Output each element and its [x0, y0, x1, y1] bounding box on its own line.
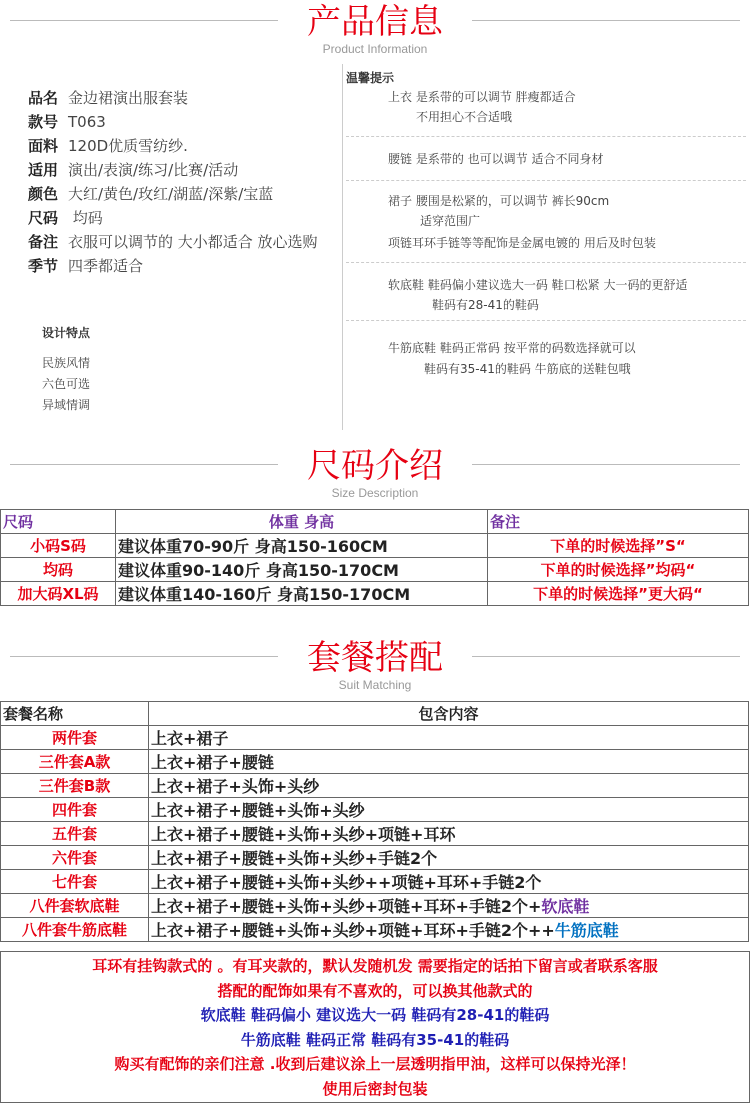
- info-value: 金边裙演出服套装: [68, 89, 189, 107]
- size-note-cell: 下单的时候选择”更大码“: [488, 582, 749, 606]
- size-desc-cell: 建议体重90-140斤 身高150-170CM: [116, 558, 488, 582]
- table-row: [1, 918, 749, 942]
- suit-content-cell: [149, 918, 749, 942]
- info-value: 衣服可以调节的 大小都适合 放心选购: [68, 233, 318, 251]
- tip-line: 软底鞋 鞋码偏小建议选大一码 鞋口松紧 大一码的更舒适: [388, 278, 688, 292]
- suit-name-cell: 三件套B款: [1, 774, 149, 798]
- size-cell: 加大码XL码: [1, 582, 116, 606]
- suit-header: [0, 638, 750, 692]
- design-features-title: 设计特点: [42, 326, 91, 340]
- product-info-header: [0, 2, 750, 56]
- info-key: 季节: [28, 257, 59, 275]
- dashed-divider: [346, 180, 746, 181]
- table-row: [1, 534, 749, 558]
- suit-name-cell: 五件套: [1, 822, 149, 846]
- table-header-cell: 包含内容: [149, 702, 749, 726]
- table-header-cell: 尺码: [1, 510, 116, 534]
- info-key: 面料: [28, 137, 59, 155]
- section-title: 尺码介绍: [307, 446, 443, 486]
- notes: [0, 954, 750, 1101]
- info-row-size: [28, 206, 103, 230]
- section-subtitle: Suit Matching: [338, 678, 412, 692]
- table-header-row: [1, 510, 749, 534]
- design-feature-item: 异域情调: [42, 398, 91, 412]
- info-value: 均码: [68, 209, 103, 227]
- tip-line: 鞋码有35-41的鞋码 牛筋底的送鞋包哦: [424, 362, 631, 376]
- tip-line: 不用担心不合适哦: [416, 110, 513, 124]
- info-key: 颜色: [28, 185, 59, 203]
- suit-content-cell: [149, 774, 749, 798]
- tip-line: 牛筋底鞋 鞋码正常码 按平常的码数选择就可以: [388, 341, 636, 355]
- table-row: [1, 582, 749, 606]
- table-row: [1, 798, 749, 822]
- suit-content-cell: [149, 726, 749, 750]
- info-row-remark: [28, 230, 318, 254]
- suit-content: 上衣+裙子+腰链+头饰+头纱+手链2个: [151, 849, 438, 868]
- info-value: 大红/黄色/玫红/湖蓝/深紫/宝蓝: [68, 185, 274, 203]
- table-row: [1, 558, 749, 582]
- info-value: 120D优质雪纺纱.: [68, 137, 188, 155]
- tip-line: 腰链 是系带的 也可以调节 适合不同身材: [388, 152, 604, 166]
- info-value: T063: [68, 113, 106, 131]
- table-row: [1, 822, 749, 846]
- size-note-cell: 下单的时候选择”均码“: [488, 558, 749, 582]
- section-subtitle: Product Information: [322, 42, 428, 56]
- table-row: [1, 846, 749, 870]
- note-line: 使用后密封包装: [322, 1079, 428, 1098]
- info-key: 备注: [28, 233, 59, 251]
- info-row-name: [28, 86, 188, 110]
- dashed-divider: [346, 136, 746, 137]
- dashed-divider: [346, 320, 746, 321]
- size-note-cell: 下单的时候选择”S“: [488, 534, 749, 558]
- suit-extra: 软底鞋: [541, 897, 590, 916]
- suit-name-cell: 八件套牛筋底鞋: [1, 918, 149, 942]
- design-feature-item: 六色可选: [42, 377, 91, 391]
- size-table: [0, 509, 749, 606]
- tip-line: 适穿范围广: [420, 214, 481, 228]
- suit-name-cell: 两件套: [1, 726, 149, 750]
- table-row: [1, 894, 749, 918]
- suit-content-cell: [149, 798, 749, 822]
- suit-content: 上衣+裙子: [151, 729, 229, 748]
- note-line: 牛筋底鞋 鞋码正常 鞋码有35-41的鞋码: [240, 1030, 510, 1049]
- note-line: 耳环有挂钩款式的 。有耳夹款的，默认发随机发 需要指定的话拍下留言或者联系客服: [92, 957, 658, 975]
- size-cell: 均码: [1, 558, 116, 582]
- note-line: 购买有配饰的亲们注意 .收到后建议涂上一层透明指甲油，这样可以保持光泽！: [114, 1055, 636, 1073]
- info-row-color: [28, 182, 273, 206]
- suit-name-cell: 八件套软底鞋: [1, 894, 149, 918]
- design-feature-item: 民族风情: [42, 356, 91, 370]
- suit-content: 上衣+裙子+腰链+头饰+头纱+项链+耳环+手链2个++: [151, 921, 555, 940]
- suit-table: [0, 701, 749, 942]
- suit-content-cell: [149, 894, 749, 918]
- tip-line: 项链耳环手链等等配饰是金属电镀的 用后及时包装: [388, 236, 656, 250]
- table-row: [1, 750, 749, 774]
- table-header-cell: 备注: [488, 510, 749, 534]
- column-divider: [342, 64, 343, 430]
- note-line: 软底鞋 鞋码偏小 建议选大一码 鞋码有28-41的鞋码: [200, 1006, 550, 1024]
- size-desc-cell: 建议体重70-90斤 身高150-160CM: [116, 534, 488, 558]
- info-row-fabric: [28, 134, 188, 158]
- size-desc-cell: 建议体重140-160斤 身高150-170CM: [116, 582, 488, 606]
- info-row-usage: [28, 158, 238, 182]
- table-header-cell: 体重 身高: [116, 510, 488, 534]
- tips-title: 温馨提示: [346, 71, 395, 85]
- table-row: [1, 774, 749, 798]
- suit-content-cell: [149, 822, 749, 846]
- info-key: 尺码: [28, 209, 59, 227]
- tip-line: 裙子 腰围是松紧的，可以调节 裤长90cm: [388, 194, 610, 208]
- size-header: [0, 446, 750, 500]
- suit-content-cell: [149, 750, 749, 774]
- suit-content-cell: [149, 870, 749, 894]
- suit-name-cell: 七件套: [1, 870, 149, 894]
- table-header-cell: 套餐名称: [1, 702, 149, 726]
- info-value: 演出/表演/练习/比赛/活动: [68, 161, 239, 179]
- section-title: 产品信息: [307, 2, 443, 42]
- suit-content: 上衣+裙子+腰链+头饰+头纱++项链+耳环+手链2个: [151, 873, 542, 892]
- info-key: 适用: [28, 161, 59, 179]
- tip-line: 鞋码有28-41的鞋码: [432, 298, 539, 312]
- section-title: 套餐搭配: [307, 638, 443, 678]
- size-cell: 小码S码: [1, 534, 116, 558]
- suit-content: 上衣+裙子+头饰+头纱: [151, 777, 320, 796]
- note-line: 搭配的配饰如果有不喜欢的，可以换其他款式的: [217, 981, 533, 1000]
- table-header-row: [1, 702, 749, 726]
- info-row-season: [28, 254, 143, 278]
- info-row-style-no: [28, 110, 106, 134]
- info-value: 四季都适合: [68, 257, 144, 275]
- suit-content: 上衣+裙子+腰链+头饰+头纱+项链+耳环: [151, 825, 456, 844]
- table-row: [1, 726, 749, 750]
- section-subtitle: Size Description: [331, 486, 419, 500]
- table-row: [1, 870, 749, 894]
- suit-name-cell: 四件套: [1, 798, 149, 822]
- suit-name-cell: 六件套: [1, 846, 149, 870]
- info-key: 品名: [28, 89, 59, 107]
- suit-content-cell: [149, 846, 749, 870]
- tip-line: 上衣 是系带的可以调节 胖瘦都适合: [388, 90, 576, 104]
- suit-extra: 牛筋底鞋: [554, 921, 619, 940]
- suit-content: 上衣+裙子+腰链+头饰+头纱+项链+耳环+手链2个+: [151, 897, 542, 916]
- suit-name-cell: 三件套A款: [1, 750, 149, 774]
- suit-content: 上衣+裙子+腰链+头饰+头纱: [151, 801, 365, 820]
- dashed-divider: [346, 262, 746, 263]
- suit-content: 上衣+裙子+腰链: [151, 753, 274, 772]
- info-key: 款号: [28, 113, 59, 131]
